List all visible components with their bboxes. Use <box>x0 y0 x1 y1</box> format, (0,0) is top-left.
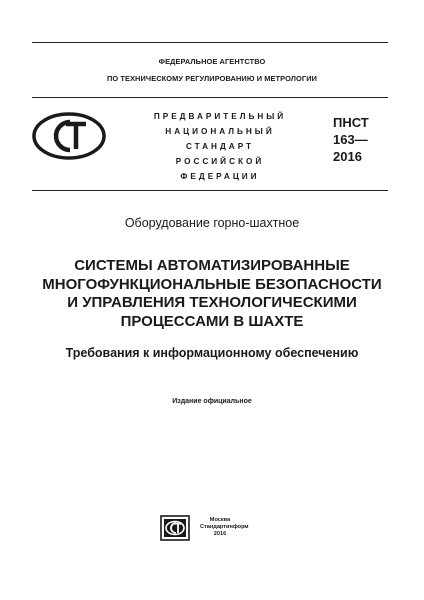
document-category: Оборудование горно-шахтное <box>124 216 300 230</box>
document-title-line: СИСТЕМЫ АВТОМАТИЗИРОВАННЫЕ <box>74 257 350 274</box>
document-title-line: И УПРАВЛЕНИЯ ТЕХНОЛОГИЧЕСКИМИ <box>67 294 357 311</box>
document-subtitle: Требования к информационному обеспечению <box>65 346 359 360</box>
standard-code-line: 2016 <box>333 149 362 164</box>
standard-kind-line: ПРЕДВАРИТЕЛЬНЫЙ <box>153 112 287 121</box>
standard-code-line: 163— <box>333 132 368 147</box>
gost-r-certification-mark-icon <box>30 109 108 163</box>
top-rule <box>32 42 388 43</box>
standard-kind-line: НАЦИОНАЛЬНЫЙ <box>165 127 275 136</box>
publisher-city: Москва <box>209 517 231 523</box>
standard-kind-line: ФЕДЕРАЦИИ <box>180 172 260 181</box>
agency-rule <box>32 97 388 98</box>
standard-kind-line: СТАНДАРТ <box>185 142 255 151</box>
agency-name-line2: ПО ТЕХНИЧЕСКОМУ РЕГУЛИРОВАНИЮ И МЕТРОЛОГИИ <box>106 74 318 83</box>
standard-code-line: ПНСТ <box>333 115 369 130</box>
publisher-year: 2016 <box>213 531 227 537</box>
publisher-name: Стандартинформ <box>200 524 249 530</box>
edition-note: Издание официальное <box>172 398 252 405</box>
standard-kind-line: РОССИЙСКОЙ <box>175 157 265 166</box>
document-title-line: ПРОЦЕССАМИ В ШАХТЕ <box>120 312 304 330</box>
standartinform-logo-icon <box>160 515 190 541</box>
agency-name-line1: ФЕДЕРАЛЬНОЕ АГЕНТСТВО <box>158 57 266 66</box>
document-title-line: МНОГОФУНКЦИОНАЛЬНЫЕ БЕЗОПАСНОСТИ <box>42 275 382 293</box>
standard-rule <box>32 190 388 191</box>
